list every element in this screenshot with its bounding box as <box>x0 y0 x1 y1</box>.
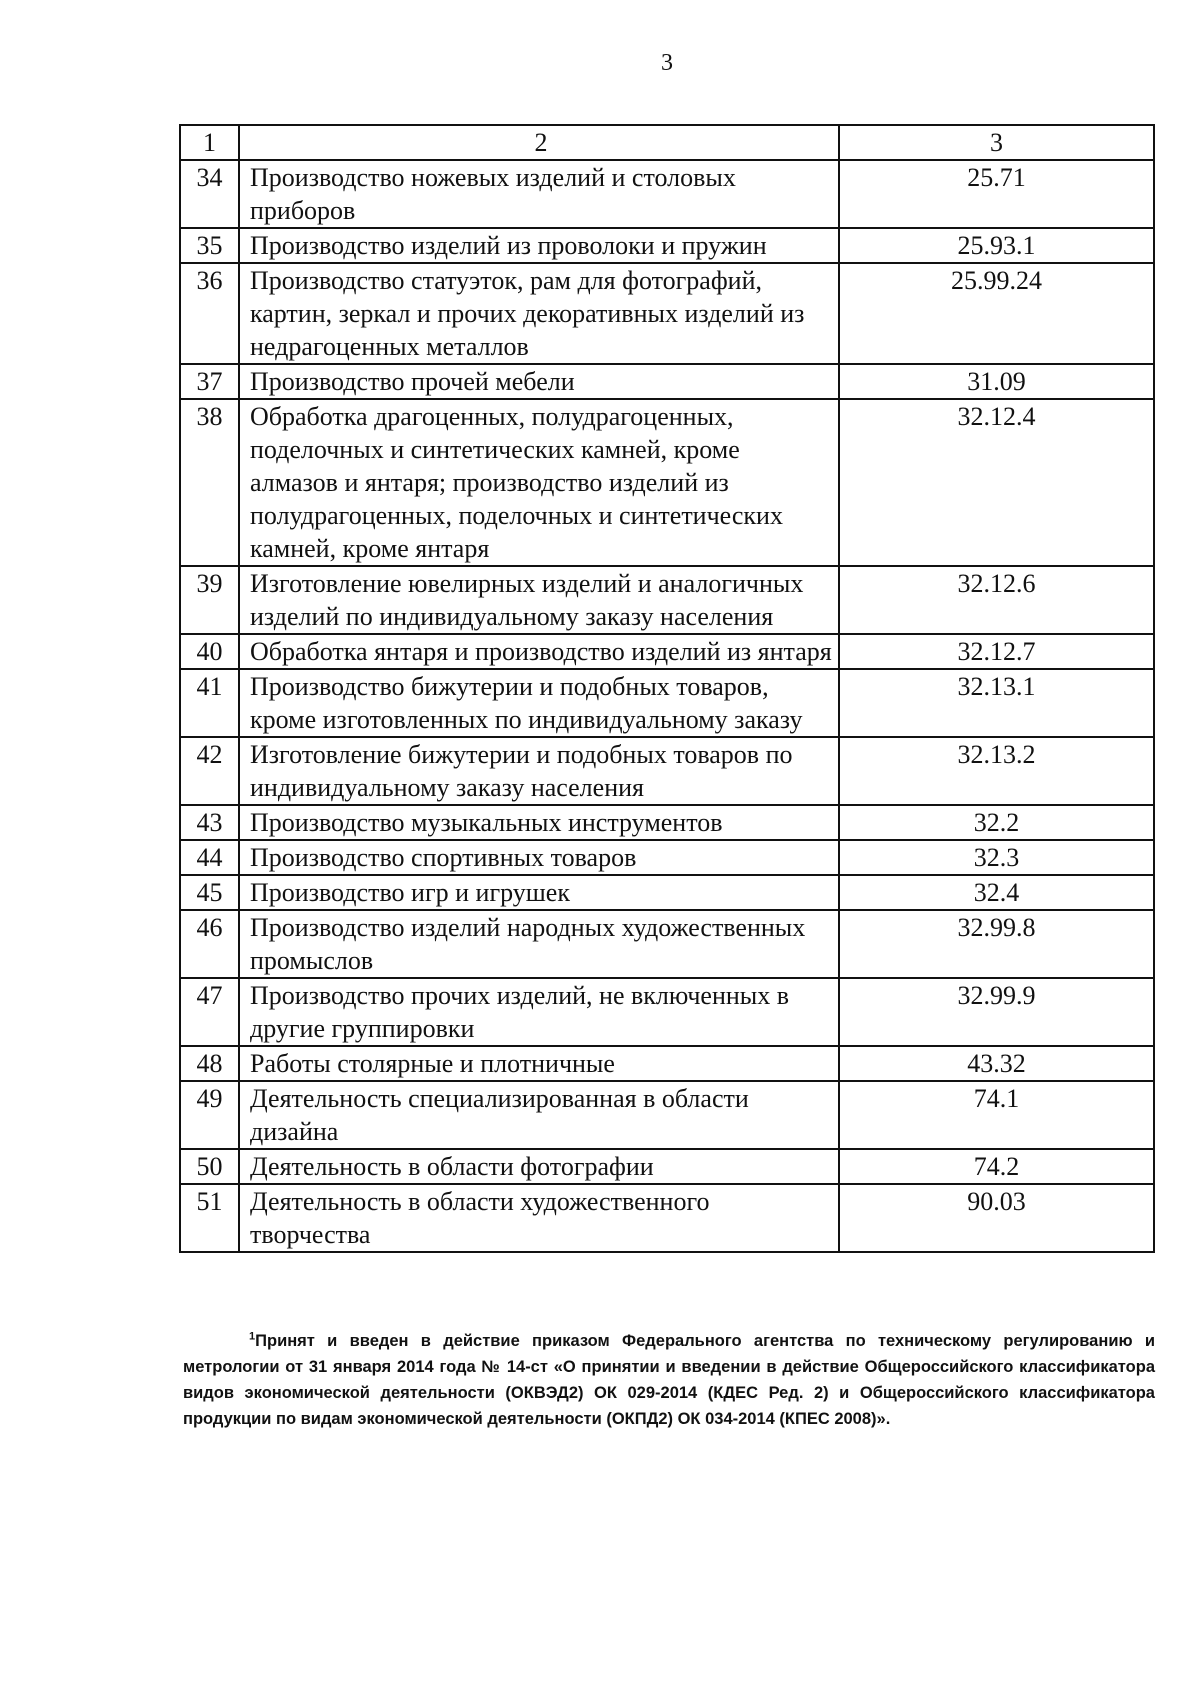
row-activity-code: 25.99.24 <box>839 263 1154 364</box>
row-activity-name: Работы столярные и плотничные <box>239 1046 839 1081</box>
row-activity-code: 32.12.6 <box>839 566 1154 634</box>
table-row <box>180 737 1154 805</box>
table-row <box>180 805 1154 840</box>
row-activity-name: Производство изделий народных художественных промыслов <box>239 910 839 978</box>
table-row <box>180 160 1154 228</box>
row-number: 40 <box>180 634 239 669</box>
row-activity-name: Изготовление бижутерии и подобных товаров по индивидуальному заказу населения <box>239 737 839 805</box>
row-number: 42 <box>180 737 239 805</box>
table-row <box>180 875 1154 910</box>
row-number: 38 <box>180 399 239 566</box>
table-row <box>180 910 1154 978</box>
footnote-marker: 1 <box>249 1330 256 1343</box>
row-activity-name: Изготовление ювелирных изделий и аналогичных изделий по индивидуальному заказу населения <box>239 566 839 634</box>
row-activity-code: 43.32 <box>839 1046 1154 1081</box>
header-col-1: 1 <box>180 125 239 160</box>
row-activity-name: Производство бижутерии и подобных товаров, кроме изготовленных по индивидуальному заказу <box>239 669 839 737</box>
row-activity-code: 32.12.7 <box>839 634 1154 669</box>
row-number: 45 <box>180 875 239 910</box>
table-header-row <box>180 125 1154 160</box>
row-activity-code: 32.99.8 <box>839 910 1154 978</box>
table-row <box>180 566 1154 634</box>
row-activity-name: Производство музыкальных инструментов <box>239 805 839 840</box>
row-number: 48 <box>180 1046 239 1081</box>
row-number: 43 <box>180 805 239 840</box>
table-row <box>180 634 1154 669</box>
row-activity-code: 25.93.1 <box>839 228 1154 263</box>
row-number: 44 <box>180 840 239 875</box>
row-activity-name: Деятельность в области фотографии <box>239 1149 839 1184</box>
row-number: 41 <box>180 669 239 737</box>
table-row <box>180 263 1154 364</box>
row-activity-name: Деятельность специализированная в области дизайна <box>239 1081 839 1149</box>
row-activity-name: Производство прочих изделий, не включенных в другие группировки <box>239 978 839 1046</box>
row-activity-code: 32.3 <box>839 840 1154 875</box>
row-activity-code: 32.2 <box>839 805 1154 840</box>
row-activity-name: Деятельность в области художественного творчества <box>239 1184 839 1252</box>
table-row <box>180 669 1154 737</box>
row-activity-code: 74.2 <box>839 1149 1154 1184</box>
row-activity-name: Обработка янтаря и производство изделий из янтаря <box>239 634 839 669</box>
row-number: 49 <box>180 1081 239 1149</box>
footnote-text: Принят и введен в действие приказом Федерального агентства по техническому регулированию и метрологии от 31 января 2014 года № 14-ст «О принятии и введении в действие Общероссийского классификатора видов экономической деятельности (ОКВЭД2) ОК 029-2014 (КДЕС Ред. 2) и Общероссийского классификатора продукции по видам экономической деятельности (ОКПД2) ОК 034-2014 (КПЕС 2008)». <box>183 1332 1155 1428</box>
row-number: 36 <box>180 263 239 364</box>
page-number: 3 <box>661 50 673 76</box>
row-number: 34 <box>180 160 239 228</box>
row-activity-code: 32.12.4 <box>839 399 1154 566</box>
table-row <box>180 840 1154 875</box>
table-row <box>180 1046 1154 1081</box>
footnote <box>183 1328 1155 1432</box>
row-activity-name: Производство спортивных товаров <box>239 840 839 875</box>
row-activity-name: Производство прочей мебели <box>239 364 839 399</box>
row-activity-code: 32.99.9 <box>839 978 1154 1046</box>
row-activity-name: Производство изделий из проволоки и пружин <box>239 228 839 263</box>
row-activity-code: 25.71 <box>839 160 1154 228</box>
table-row <box>180 1081 1154 1149</box>
header-col-3: 3 <box>839 125 1154 160</box>
table-row <box>180 1184 1154 1252</box>
row-number: 39 <box>180 566 239 634</box>
table-row <box>180 228 1154 263</box>
row-number: 37 <box>180 364 239 399</box>
row-activity-name: Производство игр и игрушек <box>239 875 839 910</box>
header-col-2: 2 <box>239 125 839 160</box>
table-row <box>180 978 1154 1046</box>
table-row <box>180 1149 1154 1184</box>
row-number: 51 <box>180 1184 239 1252</box>
activity-codes-table <box>179 124 1155 1253</box>
table-row <box>180 364 1154 399</box>
row-activity-name: Производство статуэток, рам для фотографий, картин, зеркал и прочих декоративных изделий из недрагоценных металлов <box>239 263 839 364</box>
row-activity-code: 32.13.1 <box>839 669 1154 737</box>
row-activity-name: Обработка драгоценных, полудрагоценных, поделочных и синтетических камней, кроме алмазов и янтаря; производство изделий из полудрагоценных, поделочных и синтетических камней, кроме янтаря <box>239 399 839 566</box>
table-body <box>180 125 1154 1252</box>
row-number: 46 <box>180 910 239 978</box>
row-number: 35 <box>180 228 239 263</box>
row-activity-code: 90.03 <box>839 1184 1154 1252</box>
row-activity-code: 31.09 <box>839 364 1154 399</box>
row-activity-name: Производство ножевых изделий и столовых приборов <box>239 160 839 228</box>
row-activity-code: 32.13.2 <box>839 737 1154 805</box>
table-row <box>180 399 1154 566</box>
row-activity-code: 32.4 <box>839 875 1154 910</box>
row-number: 50 <box>180 1149 239 1184</box>
row-number: 47 <box>180 978 239 1046</box>
row-activity-code: 74.1 <box>839 1081 1154 1149</box>
